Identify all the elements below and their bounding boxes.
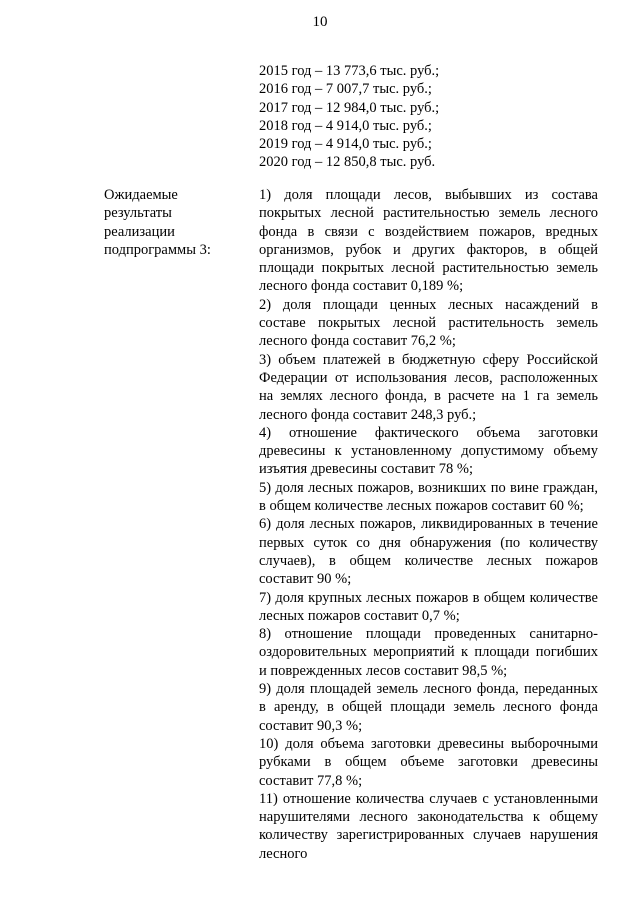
section-label-line: Ожидаемые [104,187,178,203]
budget-line-2019: 2019 год – 4 914,0 тыс. руб.; [259,136,432,153]
budget-line-2020: 2020 год – 12 850,8 тыс. руб. [259,154,436,171]
result-item-6: 6) доля лесных пожаров, ликвидированных в течение первых суток со дня обнаружения (по количеству случаев), в общем количестве лесных пожаров составит 90 %; [259,516,598,588]
section-label-line: подпрограммы 3: [104,241,211,258]
result-item-9: 9) доля площадей земель лесного фонда, переданных в аренду, в общей площади земель лесного фонда составит 90,3 %; [259,681,598,734]
result-item-7: 7) доля крупных лесных пожаров в общем количестве лесных пожаров составит 0,7 %; [259,589,598,624]
result-item-4: 4) отношение фактического объема заготовки древесины к установленному допустимому объему изъятия древесины составит 78 %; [259,424,598,478]
budget-line-2015: 2015 год – 13 773,6 тыс. руб.; [259,63,440,79]
section-label-line: реализации [104,223,175,240]
section-label [104,186,234,259]
result-item-5: 5) доля лесных пожаров, возникших по вине граждан, в общем количестве лесных пожаров составит 60 %; [259,479,598,515]
result-item-2: 2) доля площади ценных лесных насаждений в составе покрытых лесной растительность земель лесного фонда составит 76,2 %; [259,296,598,350]
budget-line-2016: 2016 год – 7 007,7 тыс. руб.; [259,81,432,98]
result-item-11: 11) отношение количества случаев с установленными нарушителями лесного законодательства к общему количеству зарегистрированных случаев нарушения лесного [259,790,598,862]
page-number: 10 [312,14,328,30]
result-item-10: 10) доля объема заготовки древесины выборочными рубками в общем объеме заготовки древесины составит 77,8 %; [259,735,598,789]
result-item-1: 1) доля площади лесов, выбывших из состава покрытых лесной растительностью земель лесного фонда в связи с воздействием пожаров, вредных организмов, рубок и других факторов, в общей площади покрытых лесной растительностью земель лесного фонда составит 0,189 %; [259,187,598,295]
result-item-8: 8) отношение площади проведенных санитарно-оздоровительных мероприятий к площади погибших и поврежденных лесов составит 98,5 %; [259,626,598,679]
expected-results-list [259,186,598,863]
budget-by-year-list [259,62,439,172]
budget-line-2018: 2018 год – 4 914,0 тыс. руб.; [259,117,432,134]
result-item-3: 3) объем платежей в бюджетную сферу Российской Федерации от использования лесов, расположенных на землях лесного фонда, в расчете на 1 га земель лесного фонда составит 248,3 руб.; [259,351,598,423]
section-label-line: результаты [104,205,172,222]
budget-line-2017: 2017 год – 12 984,0 тыс. руб.; [259,99,440,116]
